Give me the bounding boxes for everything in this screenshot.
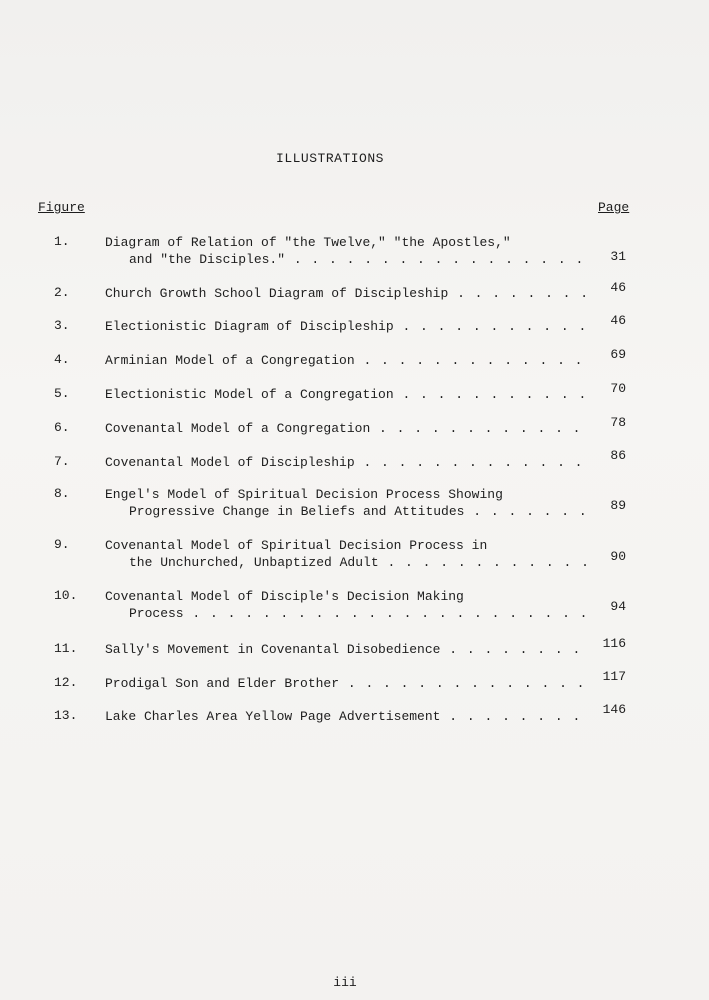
- entry-title-line: Lake Charles Area Yellow Page Advertisement . . .: [105, 708, 590, 725]
- figure-number: 2.: [54, 285, 70, 300]
- entry-title-line: Electionistic Diagram of Discipleship . . .: [105, 318, 590, 335]
- page-number: 70: [610, 381, 626, 396]
- entry-title-line: Covenantal Model of Spiritual Decision Process in: [105, 538, 488, 553]
- entry-title-line: Diagram of Relation of "the Twelve," "the Apostles,": [105, 235, 511, 250]
- page-number: 146: [602, 702, 626, 717]
- figure-number: 7.: [54, 454, 70, 469]
- figure-number: 10.: [54, 588, 78, 603]
- figure-number: 13.: [54, 708, 78, 723]
- page-number: 90: [610, 549, 626, 564]
- entry-title-line: Process . . .: [105, 605, 590, 622]
- page-number: 116: [602, 636, 626, 651]
- page-column-header: Page: [598, 200, 630, 215]
- figure-number: 12.: [54, 675, 78, 690]
- entry-title-line: Church Growth School Diagram of Discipleship . . .: [105, 285, 590, 302]
- figure-number: 3.: [54, 318, 70, 333]
- figure-column-header: Figure: [38, 200, 85, 215]
- page-number: 94: [610, 599, 626, 614]
- entry-title-line: Prodigal Son and Elder Brother . . .: [105, 675, 590, 692]
- entry-title-line: Covenantal Model of Discipleship . . .: [105, 454, 590, 471]
- entry-title-line: Progressive Change in Beliefs and Attitudes . . .: [105, 503, 590, 520]
- figure-number: 6.: [54, 420, 70, 435]
- entry-title-line: the Unchurched, Unbaptized Adult . . .: [105, 554, 590, 571]
- page-footer-number: iii: [333, 975, 357, 990]
- entry-title-line: Covenantal Model of Disciple's Decision Making: [105, 589, 464, 604]
- figure-number: 8.: [54, 486, 70, 501]
- entry-title-line: Engel's Model of Spiritual Decision Process Showing: [105, 487, 503, 502]
- figure-number: 11.: [54, 641, 78, 656]
- page-number: 31: [610, 249, 626, 264]
- page-number: 89: [610, 498, 626, 513]
- entry-title-line: and "the Disciples." . . .: [105, 251, 590, 268]
- figure-number: 1.: [54, 234, 70, 249]
- entry-title-line: Electionistic Model of a Congregation . . .: [105, 386, 590, 403]
- figure-number: 4.: [54, 352, 70, 367]
- page-title: ILLUSTRATIONS: [276, 151, 384, 166]
- page-number: 46: [610, 313, 626, 328]
- page-number: 46: [610, 280, 626, 295]
- page-number: 86: [610, 448, 626, 463]
- page-number: 117: [602, 669, 626, 684]
- page-number: 69: [610, 347, 626, 362]
- entry-title-line: Sally's Movement in Covenantal Disobedience . . .: [105, 641, 590, 658]
- entry-title-line: Arminian Model of a Congregation . . .: [105, 352, 590, 369]
- entry-title-line: Covenantal Model of a Congregation . . .: [105, 420, 590, 437]
- figure-number: 9.: [54, 537, 70, 552]
- page-number: 78: [610, 415, 626, 430]
- figure-number: 5.: [54, 386, 70, 401]
